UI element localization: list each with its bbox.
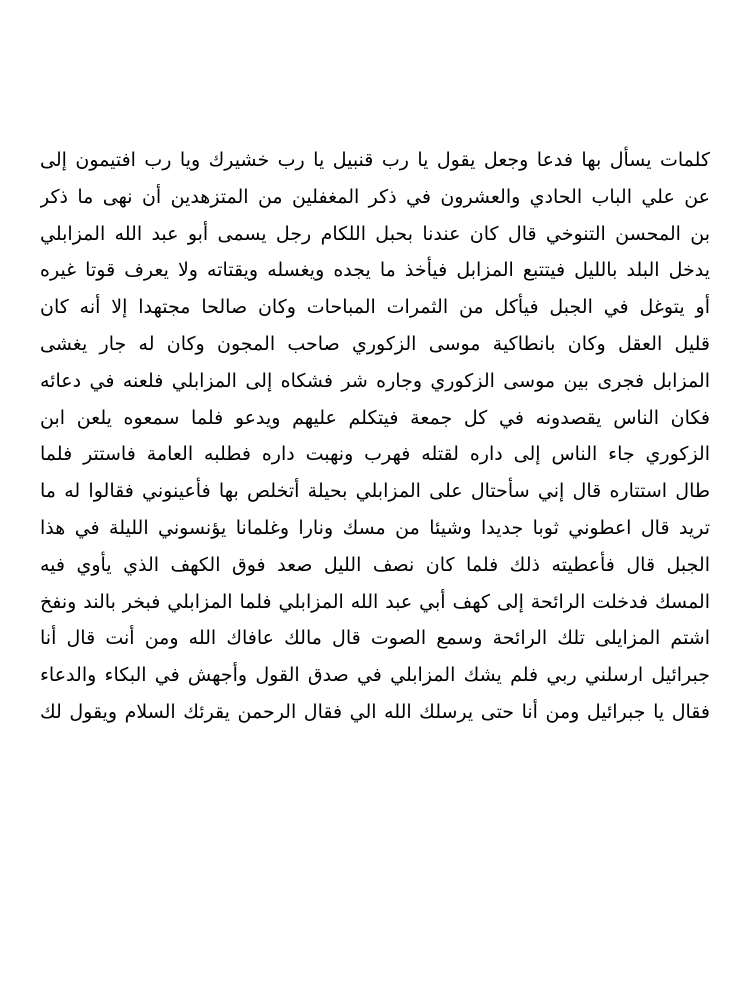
text-line: يدخل البلد بالليل فيتتبع المزابل فيأخذ ما يجده ويغسله ويقتاته ولا يعرف قوتا غيره: [40, 259, 710, 282]
text-line: عن علي الباب الحادي والعشرون في ذكر المغفلين من المتزهدين أن نهى ما ذكر: [40, 185, 710, 208]
text-line: اشتم المزايلى تلك الرائحة وسمع الصوت قال مالك عافاك الله ومن أنت قال أنا: [40, 627, 710, 650]
text-line: الجبل قال فأعطيته ذلك فلما كان نصف الليل صعد فوق الكهف الذي يأوي فيه: [40, 553, 710, 576]
text-line: بن المحسن التنوخي قال كان عندنا بحبل اللكام رجل يسمى أبو عبد الله المزابلي: [40, 222, 710, 245]
text-line: المزابل فجرى بين موسى الزكوري وجاره شر فشكاه إلى المزابلي فلعنه في دعائه: [40, 369, 710, 392]
text-line: تريد قال اعطوني ثوبا جديدا وشيئا من مسك ونارا وغلمانا يؤنسوني الليلة في هذا: [40, 516, 710, 539]
text-line: كلمات يسأل بها فدعا وجعل يقول يا رب قنبيل يا رب خشيرك ويا رب افتيمون إلى: [40, 149, 710, 171]
text-line: طال استتاره قال إني سأحتال على المزابلي بحيلة أتخلص بها فأعينوني فقالوا له ما: [40, 480, 710, 503]
text-line: فكان الناس يقصدونه في كل جمعة فيتكلم عليهم ويدعو فلما سمعوه يلعن ابن: [40, 406, 710, 429]
text-line: قليل العقل وكان بانطاكية موسى الزكوري صاحب المجون وكان له جار يغشى: [40, 332, 710, 355]
text-line: المسك فدخلت الرائحة إلى كهف أبي عبد الله المزابلي فلما المزابلي فبخر بالند ونفخ: [40, 590, 710, 613]
text-line: فقال يا جبرائيل ومن أنا حتى يرسلك الله الي فقال الرحمن يقرئك السلام ويقول لك: [40, 700, 710, 723]
text-line: الزكوري جاء الناس إلى داره لقتله فهرب ونهبت داره فطلبه العامة فاستتر فلما: [40, 443, 710, 466]
text-line: أو يتوغل في الجبل فيأكل من الثمرات المباحات وكان صالحا مجتهدا إلا أنه كان: [40, 296, 710, 319]
text-line: جبرائيل ارسلني ربي فلم يشك المزابلي في صدق القول وأجهش في البكاء والدعاء: [40, 664, 710, 687]
body-text: [40, 142, 710, 731]
